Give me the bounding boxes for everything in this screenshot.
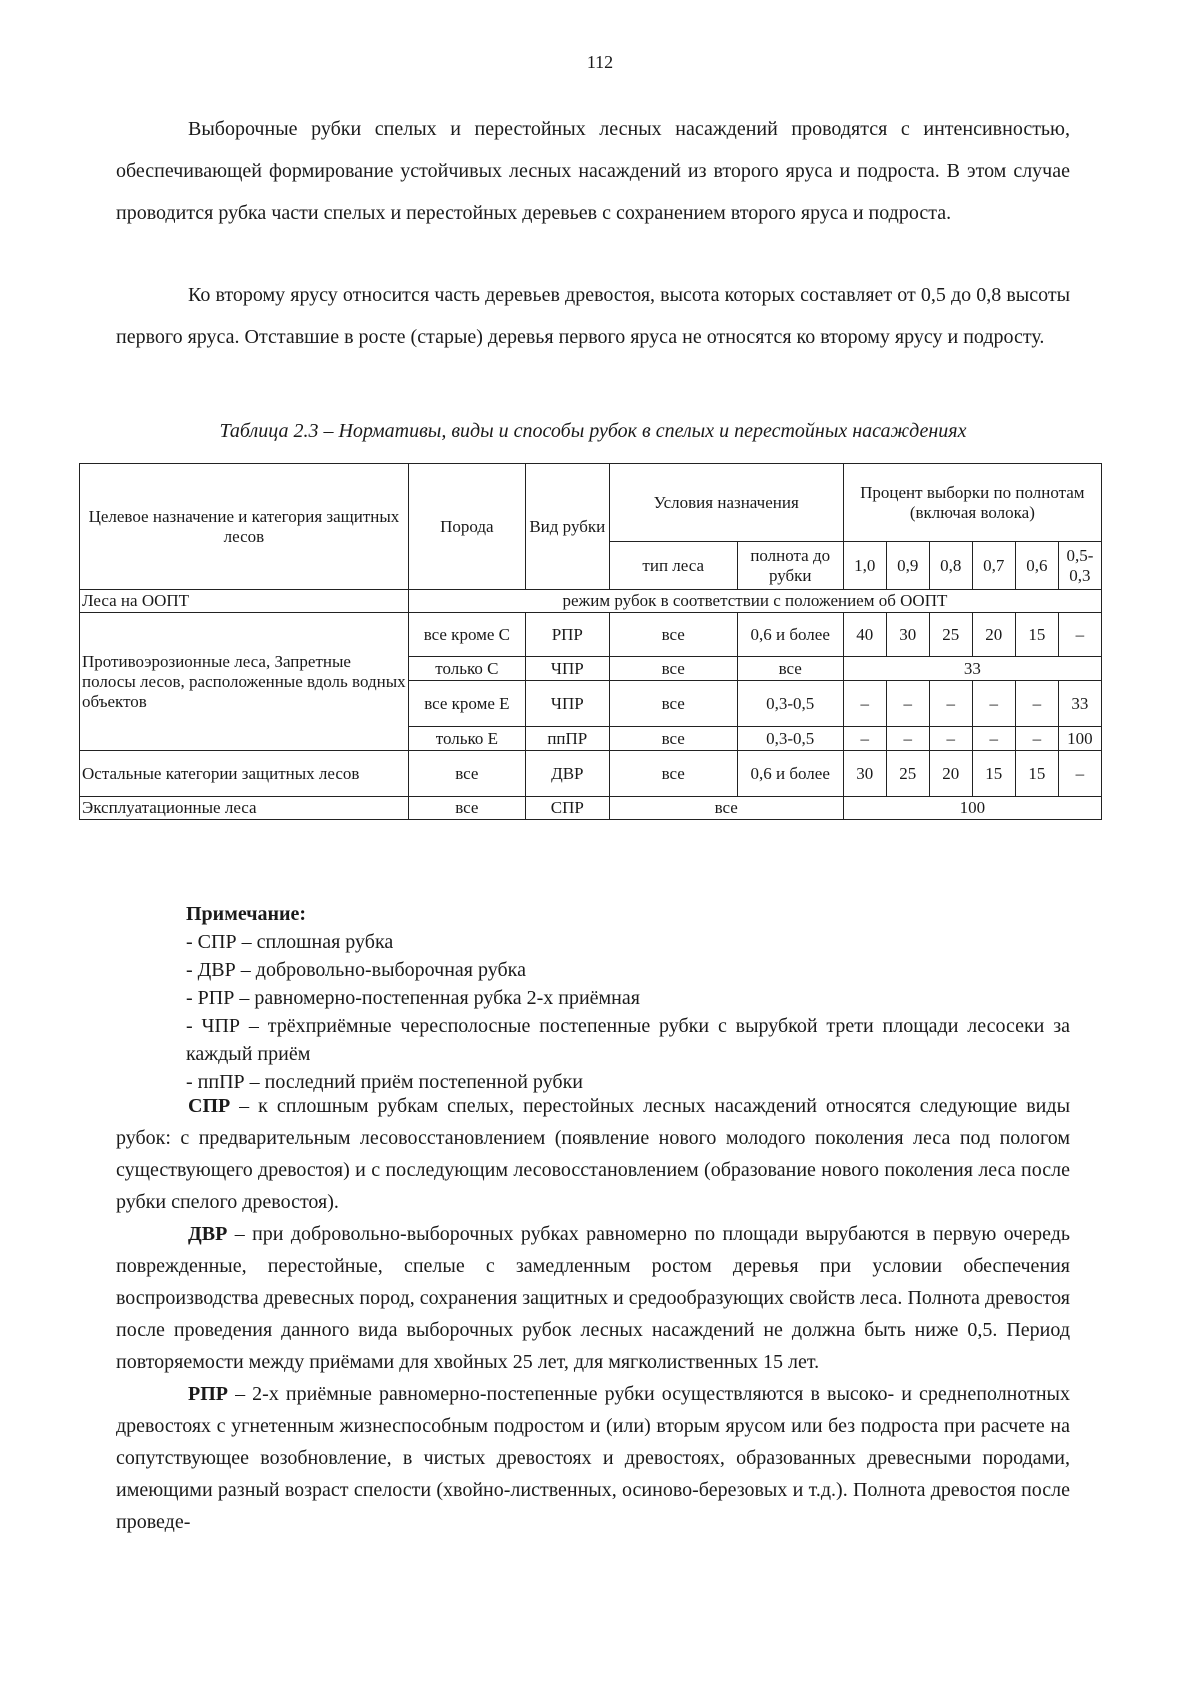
cell-value: – <box>1058 613 1101 657</box>
cell-species: все <box>408 797 525 820</box>
cell-value: 25 <box>886 751 929 797</box>
cell-value: 40 <box>843 613 886 657</box>
density-level: 0,7 <box>972 542 1015 590</box>
cell-cut: СПР <box>525 797 609 820</box>
cell-density: 0,3-0,5 <box>737 681 843 727</box>
cell-value: – <box>972 681 1015 727</box>
table-row <box>80 797 1102 820</box>
norms-table <box>79 463 1102 820</box>
note-item: - РПР – равномерно-постепенная рубка 2-х приёмная <box>186 987 640 1009</box>
definition-dvr <box>116 1218 1070 1378</box>
table-row <box>80 751 1102 797</box>
cell-value: – <box>886 727 929 751</box>
definition-text: – 2-х приёмные равномерно-постепенные рубки осуществляются в высоко- и среднеполнотных древостоях с угнетенным жизнеспособным подростом и (или) вторым ярусом или без подроста при расчете на сопутствующее возобновление, в чистых древостоях и древостоях, образованных древесными породами, имеющими разный возраст спелости (хвойно-лиственных, осиново-березовых и т.д.). Полнота древостоя после проведе- <box>116 1383 1070 1533</box>
header-cut-type: Вид рубки <box>525 464 609 590</box>
density-level: 0,5-0,3 <box>1058 542 1101 590</box>
cell-value: 15 <box>1015 751 1058 797</box>
cell-value: – <box>1058 751 1101 797</box>
cell-value: – <box>929 727 972 751</box>
cell-value: 15 <box>1015 613 1058 657</box>
note-item: - ппПР – последний приём постепенной рубки <box>186 1071 583 1093</box>
table-caption: Таблица 2.3 – Нормативы, виды и способы рубок в спелых и перестойных насаждениях <box>219 420 967 442</box>
cell-cut: ЧПР <box>525 681 609 727</box>
cell-value: – <box>843 681 886 727</box>
cell-forest-type: все <box>609 751 737 797</box>
definition-term: СПР <box>188 1095 231 1117</box>
row-category: Леса на ООПТ <box>80 590 409 613</box>
density-level: 0,8 <box>929 542 972 590</box>
cell-density: 0,6 и более <box>737 613 843 657</box>
definition-text: – при добровольно-выборочных рубках равномерно по площади вырубаются в первую очередь поврежденные, перестойные, спелые с замедленным ростом деревья при условии обеспечения воспроизводства древесных пород, сохранения защитных и средообразующих свойств леса. Полнота древостоя после проведения данного вида выборочных рубок лесных насаждений не должна быть ниже 0,5. Период повторяемости между приёмами для хвойных 25 лет, для мягколиственных 15 лет. <box>116 1223 1070 1373</box>
cell-species: все кроме С <box>408 613 525 657</box>
header-category: Целевое назначение и категория защитных лесов <box>80 464 409 590</box>
cell-species: только Е <box>408 727 525 751</box>
cell-conditions: все <box>609 797 843 820</box>
cell-value: 33 <box>1058 681 1101 727</box>
notes <box>186 900 1070 1096</box>
cell-merged-value: 100 <box>843 797 1101 820</box>
cell-cut: РПР <box>525 613 609 657</box>
header-species: Порода <box>408 464 525 590</box>
row-category: Остальные категории защитных лесов <box>80 751 409 797</box>
row-category: Эксплуатационные леса <box>80 797 409 820</box>
cell-density: 0,6 и более <box>737 751 843 797</box>
cell-forest-type: все <box>609 681 737 727</box>
header-forest-type: тип леса <box>609 542 737 590</box>
cell-value: 20 <box>929 751 972 797</box>
header-density: полнота до рубки <box>737 542 843 590</box>
cell-value: – <box>1015 727 1058 751</box>
definition-term: ДВР <box>188 1223 228 1245</box>
row-category: Противоэрозионные леса, Запретные полосы лесов, расположенные вдоль водных объектов <box>80 613 409 751</box>
table-row <box>80 613 1102 657</box>
definition-term: РПР <box>188 1383 228 1405</box>
cell-value: – <box>843 727 886 751</box>
cell-merged-value: 33 <box>843 657 1101 681</box>
cell-value: 100 <box>1058 727 1101 751</box>
definitions <box>116 1090 1070 1538</box>
density-level: 0,9 <box>886 542 929 590</box>
cell-value: – <box>972 727 1015 751</box>
note-item: - СПР – сплошная рубка <box>186 931 394 953</box>
density-level: 0,6 <box>1015 542 1058 590</box>
page-number: 112 <box>586 52 614 72</box>
cell-value: 20 <box>972 613 1015 657</box>
definition-text: – к сплошным рубкам спелых, перестойных лесных насаждений относятся следующие виды рубок: с предварительным лесовосстановлением (появление нового молодого поколения леса под пологом существующего древостоя) и с последующим лесовосстановлением (образование нового поколения леса после рубки спелого древостоя). <box>116 1095 1070 1213</box>
cell-value: – <box>929 681 972 727</box>
density-level: 1,0 <box>843 542 886 590</box>
cell-forest-type: все <box>609 613 737 657</box>
cell-value: 30 <box>843 751 886 797</box>
table-row <box>80 590 1102 613</box>
header-conditions: Условия назначения <box>609 464 843 542</box>
cell-value: – <box>886 681 929 727</box>
header-percent: Процент выборки по полнотам (включая волока) <box>843 464 1101 542</box>
cell-species: только С <box>408 657 525 681</box>
definition-spr <box>116 1090 1070 1218</box>
cell-forest-type: все <box>609 727 737 751</box>
cell-value: 25 <box>929 613 972 657</box>
note-item: - ЧПР – трёхприёмные чересполосные постепенные рубки с вырубкой трети площади лесосеки за каждый приём <box>186 1015 1070 1065</box>
cell-density: 0,3-0,5 <box>737 727 843 751</box>
cell-density: все <box>737 657 843 681</box>
cell-species: все <box>408 751 525 797</box>
note-item: - ДВР – добровольно-выборочная рубка <box>186 959 526 981</box>
cell-value: 30 <box>886 613 929 657</box>
definition-rpr <box>116 1378 1070 1538</box>
paragraph: Ко второму ярусу относится часть деревьев древостоя, высота которых составляет от 0,5 до 0,8 высоты первого яруса. Отставшие в росте (старые) деревья первого яруса не относятся ко второму ярусу и подросту. <box>116 284 1070 348</box>
paragraph: Выборочные рубки спелых и перестойных лесных насаждений проводятся с интенсивностью, обеспечивающей формирование устойчивых лесных насаждений из второго яруса и подроста. В этом случае проводится рубка части спелых и перестойных деревьев с сохранением второго яруса и подроста. <box>116 118 1070 224</box>
cell-cut: ЧПР <box>525 657 609 681</box>
cell-value: – <box>1015 681 1058 727</box>
row-regime: режим рубок в соответствии с положением об ООПТ <box>408 590 1101 613</box>
cell-value: 15 <box>972 751 1015 797</box>
header-row <box>80 464 1102 542</box>
cell-species: все кроме Е <box>408 681 525 727</box>
cell-forest-type: все <box>609 657 737 681</box>
notes-title: Примечание: <box>186 903 307 925</box>
cell-cut: ппПР <box>525 727 609 751</box>
cell-cut: ДВР <box>525 751 609 797</box>
